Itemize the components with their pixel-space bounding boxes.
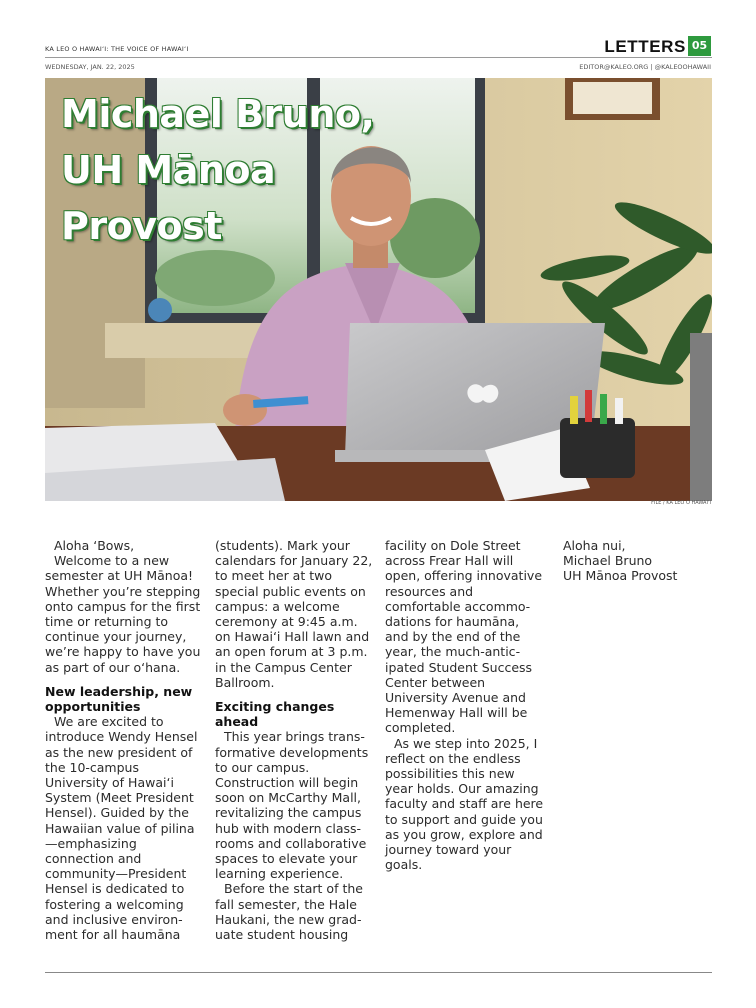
letter-column-1	[45, 538, 205, 942]
signature-title: UH Mānoa Provost	[563, 568, 678, 584]
paragraph-welcome: Welcome to a new semester at UH Mānoa! Whether you’re stepping onto campus for the first time or returning to continue your journey, we’re happy to have you as part of our o‘hana.	[45, 553, 201, 675]
signature-block	[563, 538, 723, 584]
headline-line: Provost	[61, 204, 222, 248]
issue-date: WEDNESDAY, JAN. 22, 2025	[45, 63, 135, 71]
header-divider	[45, 57, 712, 58]
hero-photo	[45, 78, 712, 501]
paragraph-continued: (students). Mark your calendars for January 22, to meet her at two special public events on campus: a welcome ceremony at 9:45 a.m. on Hawai‘i Hall lawn and an open forum at 3 p.m. in the Campus Center Ballroom.	[215, 538, 373, 690]
headline-line: Michael Bruno,	[61, 92, 375, 136]
photo-credit: FILE / KA LEO O HAWAI‘I	[651, 500, 711, 506]
closing: Aloha nui,	[563, 538, 626, 553]
paragraph-facilities: Before the start of the fall semester, the Hale Haukani, the new graduate student housing	[215, 881, 363, 943]
greeting: Aloha ‘Bows,	[54, 538, 135, 553]
paragraph-continued: facility on Dole Street across Frear Hall will open, offering innovative resources and comfortable accommodations for haumāna, and by the end of the year, the much-anticipated Student Success Center between University Avenue and Hemenway Hall will be completed.	[385, 538, 543, 736]
contact-info: EDITOR@KALEO.ORG | @KALEOOHAWAII	[579, 63, 711, 71]
signature-name: Michael Bruno	[563, 553, 653, 569]
headline	[61, 86, 374, 254]
footer-divider	[45, 972, 712, 973]
headline-line: UH Mānoa	[61, 148, 276, 192]
publication-name: KA LEO O HAWAI‘I: THE VOICE OF HAWAI‘I	[45, 45, 189, 53]
page-number-badge: 05	[688, 36, 711, 56]
paragraph-reflection: As we step into 2025, I reflect on the endless possibilities this new year holds. Our amazing faculty and staff are here to support and guide you as you grow, explore and journey toward your goals.	[385, 735, 544, 873]
paragraph-changes: This year brings transformative developments to our campus. Construction will begin soon on McCarthy Mall, revitalizing the campus hub with modern classrooms and collaborative spaces to elevate your learning experience.	[215, 729, 369, 882]
letter-column-3	[385, 538, 545, 872]
subhead-changes: Exciting changes ahead	[215, 699, 335, 730]
letter-column-2	[215, 538, 375, 942]
subhead-leadership: New leadership, new opportunities	[45, 683, 193, 715]
paragraph-leadership: We are excited to introduce Wendy Hensel as the new president of the 10-campus University of Hawai‘i System (Meet President Hensel). Guided by the Hawaiian value of pilina—emphasizing connection and community—President Hensel is dedicated to fostering a welcoming and inclusive environment for all haumāna	[45, 714, 198, 943]
section-title: LETTERS	[604, 37, 686, 56]
